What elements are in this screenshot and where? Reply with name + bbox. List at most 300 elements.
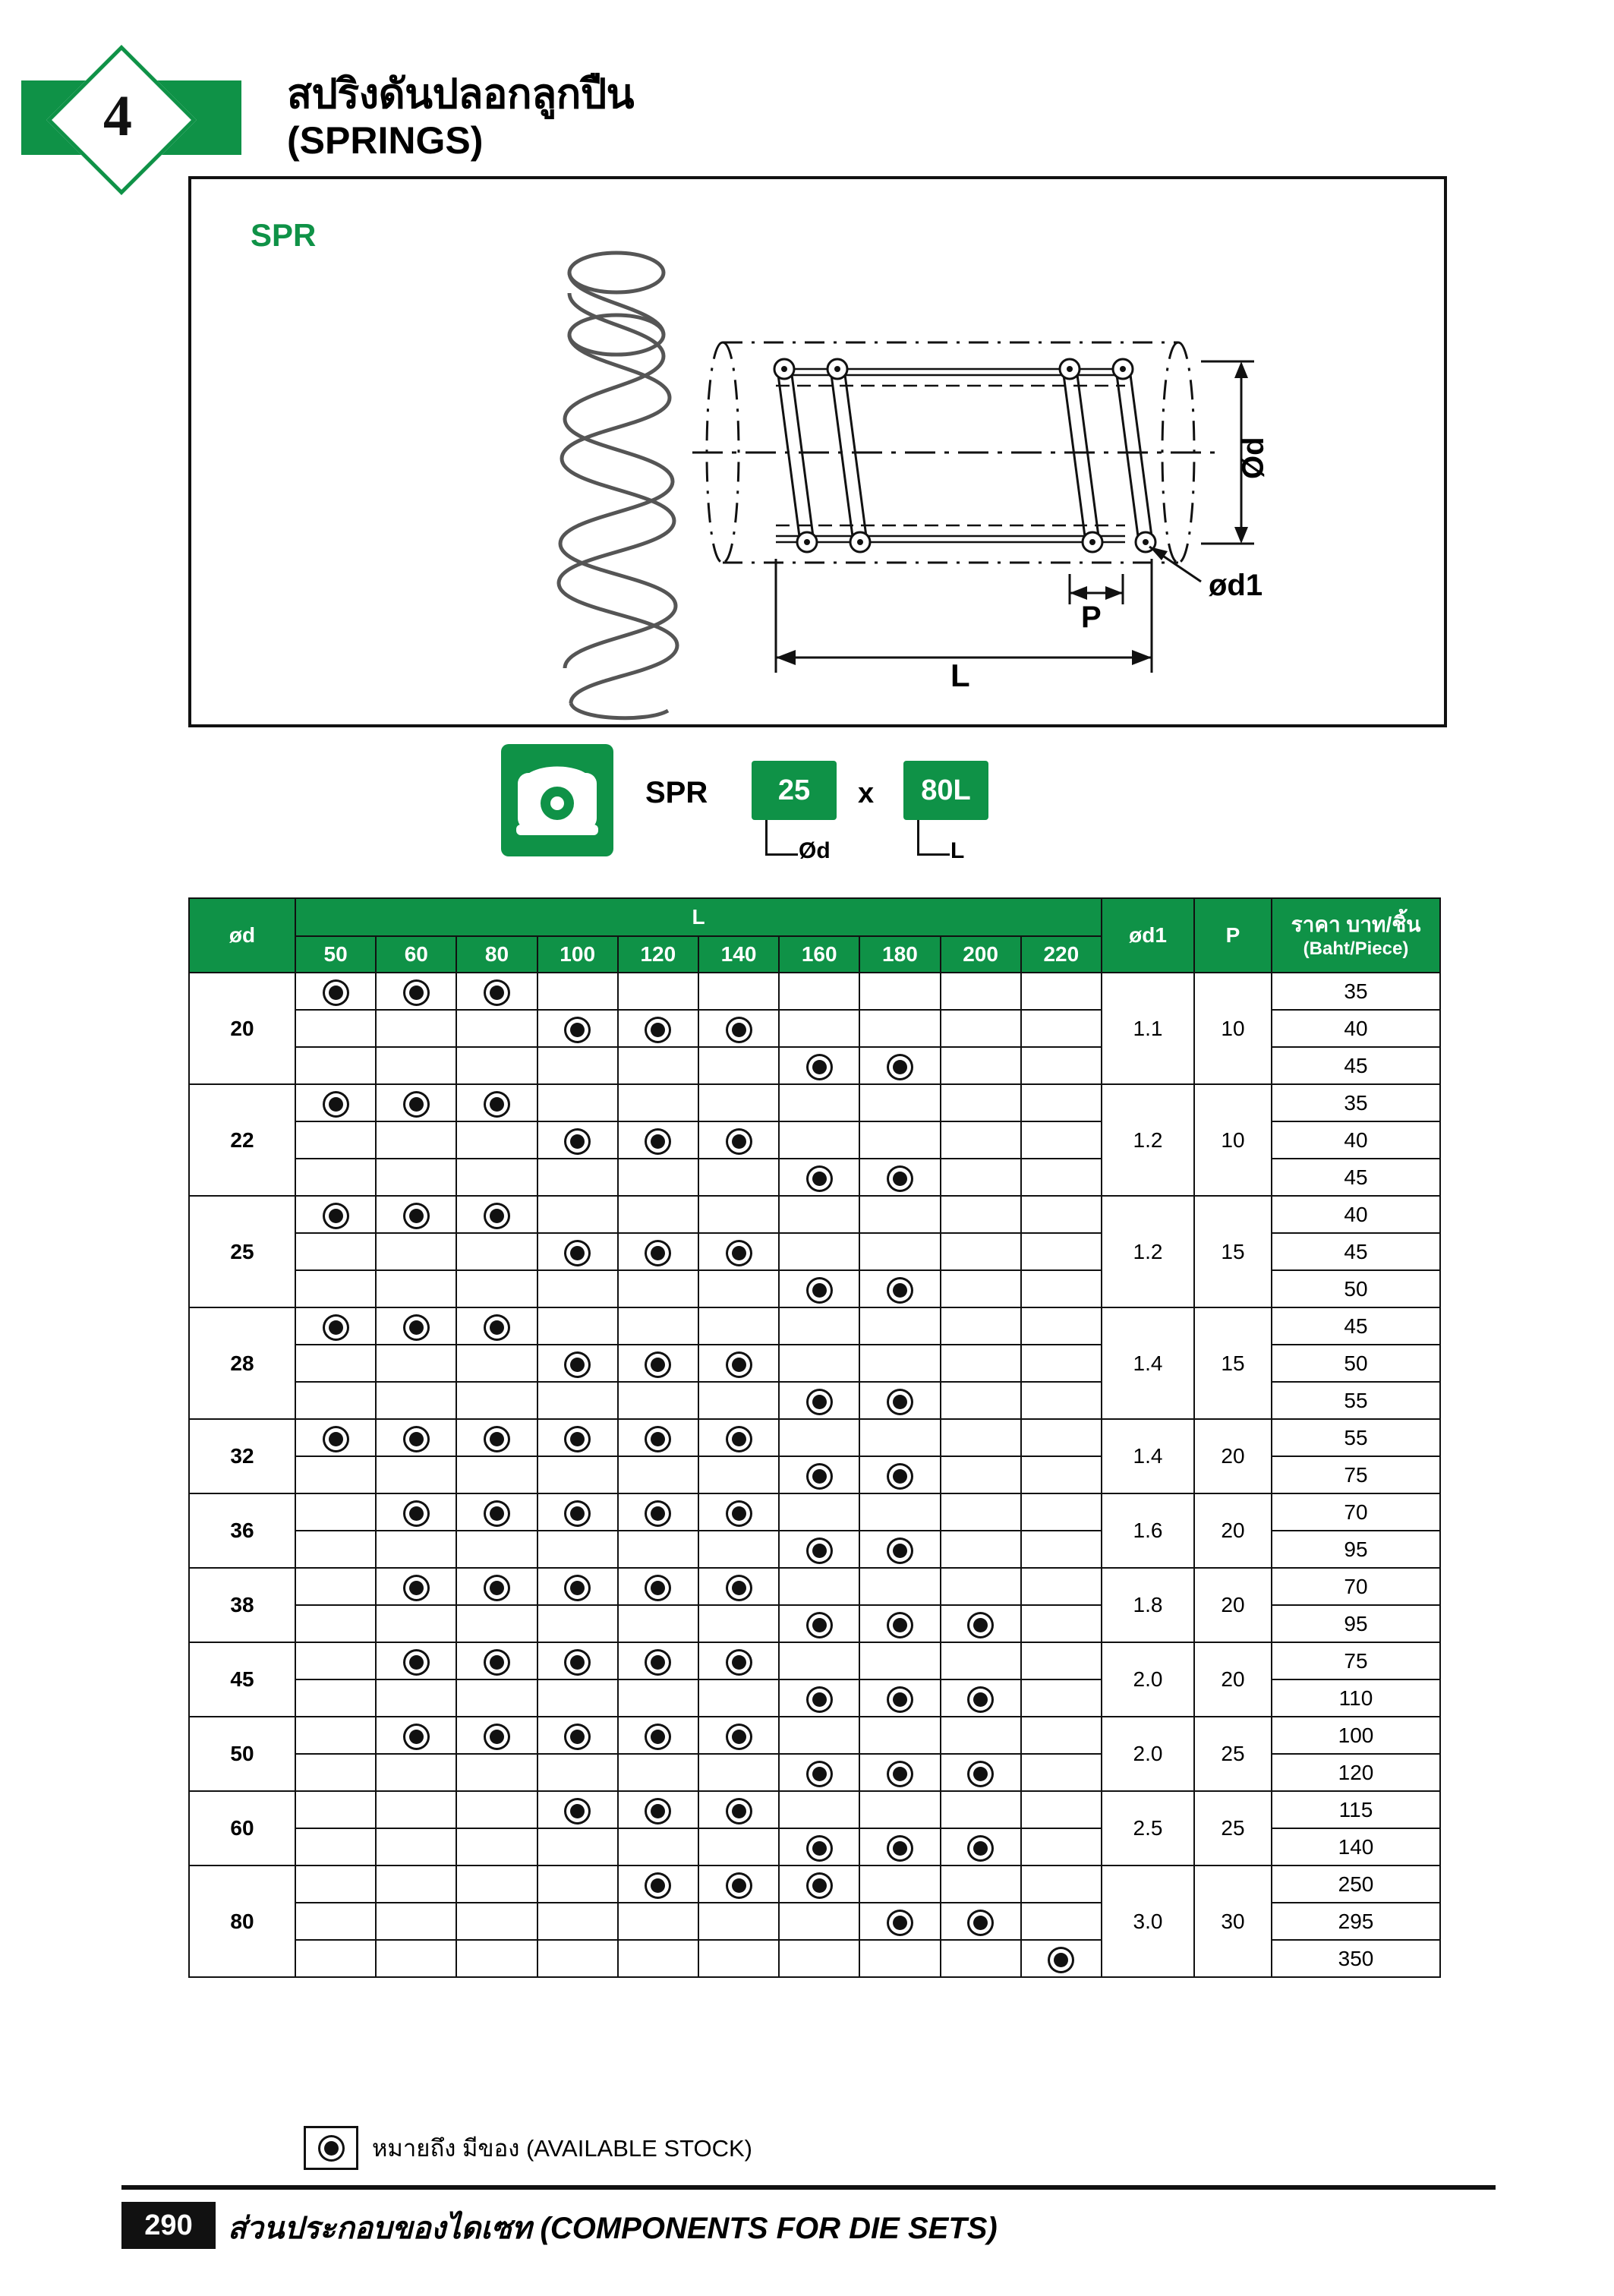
cell-stock-60-100 (537, 1828, 618, 1866)
cell-stock-25-200 (941, 1233, 1021, 1270)
cell-stock-28-220 (1021, 1345, 1102, 1382)
cell-stock-60-140 (698, 1791, 779, 1828)
cell-stock-32-60 (376, 1456, 456, 1493)
dot-mark-icon (732, 1581, 746, 1595)
dot-mark-icon (893, 1544, 907, 1558)
cell-d1: 2.0 (1102, 1717, 1194, 1791)
cell-stock-50-180 (859, 1754, 940, 1791)
cell-stock-28-50 (295, 1382, 376, 1419)
cell-d1: 3.0 (1102, 1866, 1194, 1977)
cell-stock-38-50 (295, 1568, 376, 1605)
cell-price: 250 (1272, 1866, 1440, 1903)
dot-mark-icon (329, 1209, 343, 1223)
cell-stock-60-200 (941, 1828, 1021, 1866)
cell-stock-32-220 (1021, 1419, 1102, 1456)
cell-stock-50-160 (779, 1717, 859, 1754)
dot-mark-icon (732, 1655, 746, 1670)
cell-stock-32-200 (941, 1456, 1021, 1493)
cell-od: 28 (189, 1307, 295, 1419)
cell-stock-32-220 (1021, 1456, 1102, 1493)
dot-mark-icon (973, 1618, 988, 1632)
cell-stock-28-50 (295, 1307, 376, 1345)
cell-stock-60-60 (376, 1828, 456, 1866)
dot-mark-icon (973, 1692, 988, 1707)
cell-stock-22-220 (1021, 1121, 1102, 1159)
cell-stock-50-220 (1021, 1754, 1102, 1791)
spec-table (188, 897, 1441, 1978)
dot-mark-icon (812, 1469, 827, 1484)
chapter-number: 4 (103, 84, 132, 148)
cell-price: 110 (1272, 1679, 1440, 1717)
cell-stock-60-120 (618, 1828, 698, 1866)
cell-price: 45 (1272, 1307, 1440, 1345)
cell-stock-80-140 (698, 1866, 779, 1903)
cell-stock-32-100 (537, 1419, 618, 1456)
cell-stock-28-160 (779, 1382, 859, 1419)
dot-mark-icon (490, 1581, 504, 1595)
cell-stock-80-100 (537, 1903, 618, 1940)
cell-stock-45-120 (618, 1642, 698, 1679)
cell-stock-80-180 (859, 1866, 940, 1903)
cell-stock-32-100 (537, 1456, 618, 1493)
spec-table-body (189, 973, 1440, 1977)
dot-mark-icon (324, 2141, 339, 2156)
cell-stock-25-60 (376, 1196, 456, 1233)
cell-stock-45-140 (698, 1642, 779, 1679)
cell-stock-60-220 (1021, 1791, 1102, 1828)
coil-center-dots (781, 366, 1149, 545)
cell-d1: 2.5 (1102, 1791, 1194, 1866)
cell-price: 75 (1272, 1642, 1440, 1679)
cell-stock-20-220 (1021, 1010, 1102, 1047)
cell-stock-80-50 (295, 1940, 376, 1977)
cell-stock-20-60 (376, 1010, 456, 1047)
cell-stock-28-220 (1021, 1382, 1102, 1419)
cell-stock-22-100 (537, 1084, 618, 1121)
cell-stock-60-50 (295, 1828, 376, 1866)
dot-mark-icon (651, 1134, 665, 1149)
dot-mark-icon (409, 986, 424, 1000)
cell-stock-25-60 (376, 1233, 456, 1270)
page-title (287, 73, 634, 162)
cell-stock-28-100 (537, 1382, 618, 1419)
dot-mark-icon (893, 1469, 907, 1484)
cell-stock-38-60 (376, 1605, 456, 1642)
cell-price: 40 (1272, 1196, 1440, 1233)
dot-mark-icon (329, 986, 343, 1000)
cell-stock-60-80 (456, 1828, 537, 1866)
cell-stock-50-60 (376, 1717, 456, 1754)
cell-stock-38-140 (698, 1568, 779, 1605)
cell-stock-80-80 (456, 1903, 537, 1940)
cell-stock-32-140 (698, 1419, 779, 1456)
dot-mark-icon (651, 1730, 665, 1744)
cell-stock-20-120 (618, 1047, 698, 1084)
cell-stock-25-220 (1021, 1270, 1102, 1307)
cell-stock-25-180 (859, 1233, 940, 1270)
cell-stock-60-220 (1021, 1828, 1102, 1866)
cell-stock-25-200 (941, 1196, 1021, 1233)
footer-rule (121, 2185, 1496, 2190)
dot-mark-icon (490, 1209, 504, 1223)
cell-stock-28-140 (698, 1307, 779, 1345)
cell-stock-28-100 (537, 1345, 618, 1382)
spring-technical-drawing (191, 179, 1444, 724)
dot-mark-icon (732, 1134, 746, 1149)
cell-price: 55 (1272, 1382, 1440, 1419)
cell-stock-28-60 (376, 1382, 456, 1419)
cell-stock-80-100 (537, 1940, 618, 1977)
cell-stock-45-140 (698, 1679, 779, 1717)
cell-price: 350 (1272, 1940, 1440, 1977)
page-title-thai: สปริงดันปลอกลูกปืน (287, 71, 635, 117)
cell-stock-20-100 (537, 1010, 618, 1047)
cell-stock-50-100 (537, 1754, 618, 1791)
table-row (189, 1307, 1440, 1345)
dot-mark-icon (409, 1655, 424, 1670)
cell-stock-25-220 (1021, 1233, 1102, 1270)
cell-stock-25-80 (456, 1233, 537, 1270)
legend-symbol-box (304, 2126, 358, 2170)
cell-stock-80-80 (456, 1866, 537, 1903)
cell-stock-80-60 (376, 1940, 456, 1977)
cell-stock-36-80 (456, 1531, 537, 1568)
cell-stock-32-140 (698, 1456, 779, 1493)
cell-stock-45-220 (1021, 1642, 1102, 1679)
footer-text: ส่วนประกอบของไดเซท (COMPONENTS FOR DIE SETS) (228, 2212, 998, 2245)
page-title-english: (SPRINGS) (287, 118, 484, 162)
page-number: 290 (121, 2202, 216, 2249)
cell-stock-28-180 (859, 1382, 940, 1419)
order-length-value: 80L (903, 761, 988, 820)
cell-stock-20-120 (618, 1010, 698, 1047)
cell-p: 20 (1194, 1642, 1272, 1717)
cell-stock-36-160 (779, 1493, 859, 1531)
cell-stock-38-200 (941, 1568, 1021, 1605)
cell-stock-38-120 (618, 1605, 698, 1642)
cell-stock-60-160 (779, 1791, 859, 1828)
dot-mark-icon (812, 1618, 827, 1632)
order-diameter-label: Ød (799, 838, 831, 863)
cell-p: 25 (1194, 1791, 1272, 1866)
cell-stock-22-80 (456, 1084, 537, 1121)
cell-stock-22-200 (941, 1084, 1021, 1121)
cell-stock-28-200 (941, 1345, 1021, 1382)
cell-stock-20-60 (376, 1047, 456, 1084)
cell-stock-20-50 (295, 1047, 376, 1084)
cell-stock-38-180 (859, 1568, 940, 1605)
cell-stock-80-160 (779, 1940, 859, 1977)
cell-stock-60-50 (295, 1791, 376, 1828)
cell-stock-60-140 (698, 1828, 779, 1866)
cell-stock-45-200 (941, 1679, 1021, 1717)
cell-stock-50-200 (941, 1754, 1021, 1791)
cell-stock-36-60 (376, 1531, 456, 1568)
cell-price: 35 (1272, 1084, 1440, 1121)
dot-mark-icon (651, 1878, 665, 1893)
table-row (189, 1642, 1440, 1679)
dot-mark-icon (409, 1581, 424, 1595)
cell-p: 15 (1194, 1196, 1272, 1307)
cell-stock-22-120 (618, 1084, 698, 1121)
cell-stock-22-50 (295, 1121, 376, 1159)
dimension-od-label: Ød (1237, 437, 1270, 479)
cell-stock-45-60 (376, 1642, 456, 1679)
cell-stock-32-180 (859, 1456, 940, 1493)
cell-stock-22-80 (456, 1121, 537, 1159)
cell-p: 10 (1194, 973, 1272, 1084)
cell-stock-38-220 (1021, 1605, 1102, 1642)
col-header-length-160: 160 (779, 936, 859, 973)
cell-stock-32-80 (456, 1456, 537, 1493)
cell-price: 95 (1272, 1531, 1440, 1568)
cell-stock-28-120 (618, 1345, 698, 1382)
cell-price: 45 (1272, 1159, 1440, 1196)
cell-stock-38-200 (941, 1605, 1021, 1642)
dot-mark-icon (812, 1767, 827, 1781)
cell-stock-80-140 (698, 1903, 779, 1940)
cell-stock-28-50 (295, 1345, 376, 1382)
cell-p: 20 (1194, 1419, 1272, 1493)
cell-stock-22-60 (376, 1084, 456, 1121)
coil-end-circles (774, 359, 1155, 552)
cell-stock-38-50 (295, 1605, 376, 1642)
dot-mark-icon (490, 986, 504, 1000)
cell-stock-45-80 (456, 1642, 537, 1679)
cell-stock-20-180 (859, 1047, 940, 1084)
cell-stock-38-180 (859, 1605, 940, 1642)
cell-stock-80-120 (618, 1940, 698, 1977)
cell-stock-32-160 (779, 1419, 859, 1456)
cell-stock-32-180 (859, 1419, 940, 1456)
table-row (189, 1866, 1440, 1903)
cell-stock-50-100 (537, 1717, 618, 1754)
cell-stock-80-60 (376, 1866, 456, 1903)
dot-mark-icon (732, 1023, 746, 1037)
page-header (0, 36, 1614, 162)
dot-mark-icon (893, 1618, 907, 1632)
cell-od: 60 (189, 1791, 295, 1866)
cell-d1: 1.8 (1102, 1568, 1194, 1642)
dot-mark-icon (812, 1395, 827, 1409)
cell-stock-20-200 (941, 1047, 1021, 1084)
cell-stock-25-100 (537, 1233, 618, 1270)
cell-stock-22-60 (376, 1159, 456, 1196)
cell-price: 120 (1272, 1754, 1440, 1791)
cell-stock-80-180 (859, 1940, 940, 1977)
cell-stock-50-120 (618, 1754, 698, 1791)
cell-stock-25-160 (779, 1196, 859, 1233)
cell-stock-25-50 (295, 1196, 376, 1233)
dot-mark-icon (570, 1246, 585, 1260)
dot-mark-icon (570, 1358, 585, 1372)
cell-od: 45 (189, 1642, 295, 1717)
cell-stock-50-120 (618, 1717, 698, 1754)
cell-stock-50-140 (698, 1717, 779, 1754)
cell-d1: 1.6 (1102, 1493, 1194, 1568)
cell-stock-28-200 (941, 1307, 1021, 1345)
cell-od: 38 (189, 1568, 295, 1642)
cell-stock-38-220 (1021, 1568, 1102, 1605)
cell-p: 25 (1194, 1717, 1272, 1791)
cell-stock-38-160 (779, 1568, 859, 1605)
cell-stock-32-80 (456, 1419, 537, 1456)
order-diameter-value: 25 (752, 761, 837, 820)
col-header-length-80: 80 (456, 936, 537, 973)
cell-stock-25-180 (859, 1196, 940, 1233)
cell-d1: 1.4 (1102, 1307, 1194, 1419)
cell-stock-36-220 (1021, 1493, 1102, 1531)
table-row (189, 1493, 1440, 1531)
dot-mark-icon (570, 1804, 585, 1818)
cell-stock-22-160 (779, 1084, 859, 1121)
cell-stock-60-120 (618, 1791, 698, 1828)
cell-stock-60-60 (376, 1791, 456, 1828)
dimension-od1-label: ød1 (1209, 569, 1263, 602)
cell-stock-20-180 (859, 1010, 940, 1047)
cell-stock-28-160 (779, 1345, 859, 1382)
dot-mark-icon (812, 1544, 827, 1558)
dot-mark-icon (893, 1916, 907, 1930)
cell-stock-28-180 (859, 1307, 940, 1345)
dot-mark-icon (490, 1097, 504, 1112)
cell-stock-28-220 (1021, 1307, 1102, 1345)
cell-od: 36 (189, 1493, 295, 1568)
dot-mark-icon (570, 1581, 585, 1595)
dot-mark-icon (490, 1730, 504, 1744)
cell-stock-80-160 (779, 1866, 859, 1903)
cell-stock-38-100 (537, 1568, 618, 1605)
table-row (189, 1568, 1440, 1605)
dot-mark-icon (973, 1841, 988, 1856)
order-length-label: L (950, 838, 965, 863)
dot-mark-icon (893, 1060, 907, 1074)
cell-stock-22-220 (1021, 1084, 1102, 1121)
dot-mark-icon (651, 1023, 665, 1037)
dot-mark-icon (329, 1320, 343, 1335)
cell-stock-22-140 (698, 1121, 779, 1159)
cell-stock-28-100 (537, 1307, 618, 1345)
cell-stock-25-120 (618, 1196, 698, 1233)
dot-mark-icon (812, 1841, 827, 1856)
order-diameter-leader (765, 820, 798, 856)
cell-stock-20-100 (537, 1047, 618, 1084)
cell-stock-38-140 (698, 1605, 779, 1642)
cell-stock-20-180 (859, 973, 940, 1010)
cell-stock-80-120 (618, 1866, 698, 1903)
cell-stock-28-200 (941, 1382, 1021, 1419)
cell-stock-20-80 (456, 973, 537, 1010)
cell-stock-80-220 (1021, 1940, 1102, 1977)
cell-stock-25-160 (779, 1233, 859, 1270)
dot-mark-icon (893, 1767, 907, 1781)
cell-stock-22-200 (941, 1121, 1021, 1159)
cell-stock-22-60 (376, 1121, 456, 1159)
dot-mark-icon (409, 1432, 424, 1446)
dot-mark-icon (893, 1395, 907, 1409)
cell-stock-45-200 (941, 1642, 1021, 1679)
dot-mark-icon (329, 1432, 343, 1446)
cell-od: 80 (189, 1866, 295, 1977)
cell-p: 10 (1194, 1084, 1272, 1196)
cell-stock-38-80 (456, 1605, 537, 1642)
dimension-l-label: L (950, 658, 970, 693)
dot-mark-icon (651, 1246, 665, 1260)
col-header-od: ød (189, 898, 295, 973)
cell-stock-20-220 (1021, 973, 1102, 1010)
col-header-p: P (1194, 898, 1272, 973)
col-header-length-50: 50 (295, 936, 376, 973)
spec-table-head (189, 898, 1440, 973)
cell-stock-80-180 (859, 1903, 940, 1940)
spec-table-container (188, 897, 1441, 1978)
cell-p: 30 (1194, 1866, 1272, 1977)
cell-stock-28-60 (376, 1307, 456, 1345)
cell-stock-25-50 (295, 1270, 376, 1307)
cell-stock-38-60 (376, 1568, 456, 1605)
cell-stock-45-220 (1021, 1679, 1102, 1717)
cell-stock-45-60 (376, 1679, 456, 1717)
dot-mark-icon (732, 1804, 746, 1818)
dot-mark-icon (651, 1432, 665, 1446)
cell-stock-32-200 (941, 1419, 1021, 1456)
cell-stock-36-60 (376, 1493, 456, 1531)
cell-stock-36-50 (295, 1493, 376, 1531)
table-row (189, 973, 1440, 1010)
cell-stock-45-50 (295, 1679, 376, 1717)
cell-price: 100 (1272, 1717, 1440, 1754)
cell-od: 20 (189, 973, 295, 1084)
cell-stock-20-140 (698, 1010, 779, 1047)
cell-price: 45 (1272, 1047, 1440, 1084)
dot-mark-icon (409, 1209, 424, 1223)
cell-stock-80-200 (941, 1866, 1021, 1903)
cell-price: 70 (1272, 1493, 1440, 1531)
cell-stock-50-50 (295, 1754, 376, 1791)
cell-stock-50-160 (779, 1754, 859, 1791)
cell-od: 32 (189, 1419, 295, 1493)
cell-stock-25-140 (698, 1233, 779, 1270)
cell-price: 40 (1272, 1010, 1440, 1047)
cell-stock-45-120 (618, 1679, 698, 1717)
cell-stock-60-100 (537, 1791, 618, 1828)
dot-mark-icon (651, 1655, 665, 1670)
leader-od1 (1149, 547, 1201, 582)
dot-mark-icon (732, 1246, 746, 1260)
cell-stock-28-140 (698, 1382, 779, 1419)
coil-sections (777, 369, 1152, 542)
cell-stock-45-100 (537, 1642, 618, 1679)
cell-stock-22-220 (1021, 1159, 1102, 1196)
cell-stock-32-60 (376, 1419, 456, 1456)
cell-stock-22-120 (618, 1121, 698, 1159)
cell-stock-25-80 (456, 1270, 537, 1307)
cell-stock-20-200 (941, 973, 1021, 1010)
dot-mark-icon (812, 1283, 827, 1298)
cell-stock-20-140 (698, 1047, 779, 1084)
cell-d1: 2.0 (1102, 1642, 1194, 1717)
cell-stock-38-120 (618, 1568, 698, 1605)
cell-stock-45-50 (295, 1642, 376, 1679)
cell-stock-50-220 (1021, 1717, 1102, 1754)
price-label-thai: ราคา บาท/ชิ้น (1291, 912, 1421, 936)
cell-stock-60-80 (456, 1791, 537, 1828)
cell-stock-36-200 (941, 1493, 1021, 1531)
col-header-length-200: 200 (941, 936, 1021, 973)
dimension-p (1070, 574, 1123, 604)
cell-stock-32-120 (618, 1456, 698, 1493)
legend-text: หมายถึง มีของ (AVAILABLE STOCK) (372, 2135, 752, 2162)
